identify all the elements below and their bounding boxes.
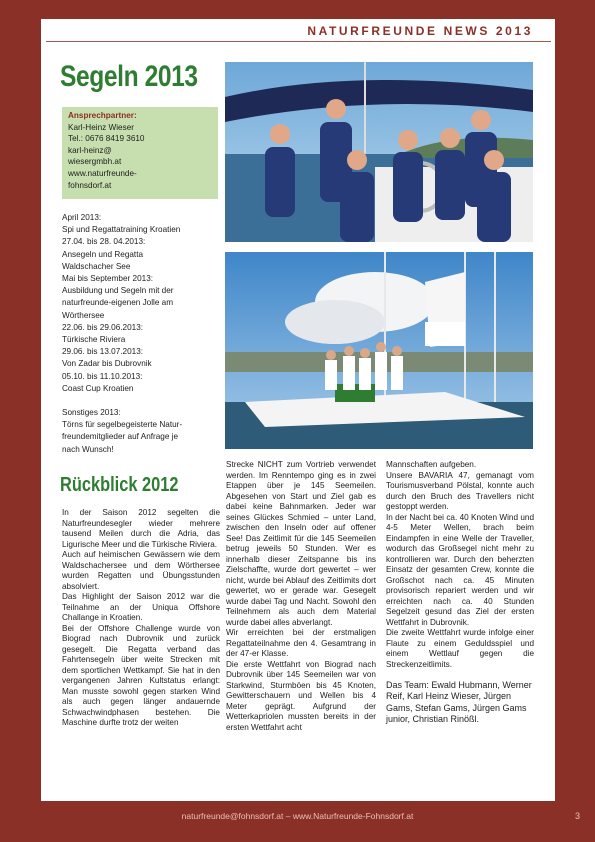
schedule-line: Coast Cup Kroatien: [62, 383, 134, 393]
magazine-header: NATURFREUNDE NEWS 2013: [307, 24, 533, 38]
other-line: Sonstiges 2013:: [62, 408, 121, 418]
schedule-line: Türkische Riviera: [62, 335, 126, 345]
crew-photo-graphic: [225, 62, 533, 242]
team-list: Das Team: Ewald Hubmann, Werner Reif, Karl Heinz Wieser, Jürgen Gams, Stefan Gams, Jürgen Gams junior, Christian Rinößl.: [386, 680, 532, 724]
harbour-photo-graphic: [225, 252, 533, 449]
paragraph: Strecke NICHT zum Vortrieb verwendet werden. Im Renntempo ging es in zwei Etappen über je 145 Seemeilen. Abgesehen von Start und Ziel gab es dabei keine Bahnmarken. Jeder war seines Glückes Schmied – unter Land, zwischen den Inseln oder auf offener See! Das Zeitlimit für die 145 Seemeilen betrug jeweils 50 Stunden. Wer es innerhalb dieser Zeitspanne bis ins Zielschaffte, wurde dort gewertet – wer nicht, wurde bei Ablauf des Zeitlimits dort gewertet, wo er gerade war. Gesegelt wurde dabei Tag und Nacht. Sowohl den Teilnehmern als auch dem Material wurde dabei alles abverlangt.: [226, 460, 376, 627]
paragraph: Mannschaften aufgeben.: [386, 460, 477, 469]
schedule-line: Waldschacher See: [62, 261, 131, 271]
article-title: Segeln 2013: [60, 60, 198, 93]
schedule-line: Von Zadar bis Dubrovnik: [62, 359, 152, 369]
paragraph: Bei der Offshore Challenge wurde von Biograd nach Dubrovnik und zurück gesegelt. Die Regatta verband das Fahrtensegeln über weite Strecken mit dem sportlichen Wettkampf. Sie hat in den vergangenen Jahren Kultstatus erlangt: Man musste sowohl gegen starken Wind als auch gegen länger andauernde Schwachwindphasen bestehen. Die Maschine durfte trotz der weiten: [62, 623, 220, 727]
footer-contact[interactable]: naturfreunde@fohnsdorf.at – www.Naturfreunde-Fohnsdorf.at: [181, 811, 414, 821]
schedule-line: naturfreunde-eigenen Jolle am: [62, 298, 174, 308]
paragraph: Auch auf heimischen Gewässern wie dem Waldschachersee und dem Wörthersee wurden Regatten und Übungsstunden absolviert.: [62, 550, 220, 591]
schedule-line: 29.06. bis 13.07.2013:: [62, 347, 144, 357]
paragraph: In der Saison 2012 segelten die Naturfreundesegler wieder mehrere tausend Meilen durch die Adria, das Ligurische Meer und die Türkische Riviera.: [62, 508, 220, 549]
schedule-line: Spi und Regattatraining Kroatien: [62, 225, 181, 235]
schedule-line: 27.04. bis 28. 04.2013:: [62, 237, 146, 247]
paragraph: In der Nacht bei ca. 40 Knoten Wind und 4-5 Meter Wellen, brach beim Eindampfen in eine Welle der Traveller, wodurch das Großsegel nicht mehr zu kontrollieren war. Durch den beherzten Einsatz der gesamten Crew, konnte die Großschot nach ca. 45 Minuten provisorisch repariert werden und wir erreichten nach ca. 40 Stunden Segelzeit gesund das Ziel der ersten Wettfahrt in Dubrovnik.: [386, 512, 534, 627]
contact-website[interactable]: fohnsdorf.at: [68, 180, 112, 190]
paragraph: Die erste Wettfahrt von Biograd nach Dubrovnik über 145 Seemeilen war von Starkwind, Sturmböen bis 45 Knoten, Gewitterschauern und Wellen bis 4 Meter geprägt. Aufgrund der Wetterkapriolen mussten bereits in der ersten Wettfahrt acht: [226, 659, 376, 732]
paragraph: Wir erreichten bei der erstmaligen Regattateilnahme den 4. Gesamtrang in der 47-er Klasse.: [226, 628, 376, 658]
schedule-list: [62, 212, 222, 456]
other-line: nach Wunsch!: [62, 444, 114, 454]
review-column-3: [386, 460, 534, 725]
other-line: freundemitglieder auf Anfrage je: [62, 432, 179, 442]
schedule-line: Wörthersee: [62, 310, 105, 320]
schedule-line: 22.06. bis 29.06.2013:: [62, 322, 144, 332]
review-title: Rückblick 2012: [60, 474, 179, 496]
contact-label: Ansprechpartner:: [68, 111, 137, 120]
schedule-line: 05.10. bis 11.10.2013:: [62, 371, 143, 381]
paragraph: Unsere BAVARIA 47, gemanagt vom Tourismusverband Pölstal, konnte auch durch den Bruch des Travellers nicht gestoppt werden.: [386, 470, 534, 511]
review-column-2: [226, 460, 376, 733]
paragraph: Das Highlight der Saison 2012 war die Teilnahme an der Uniqua Offshore Challange in Kroatien.: [62, 592, 220, 622]
contact-website[interactable]: www.naturfreunde-: [68, 168, 137, 178]
contact-email[interactable]: karl-heinz@: [68, 145, 112, 155]
harbour-photo: [225, 252, 533, 449]
contact-email[interactable]: wiesergmbh.at: [68, 157, 122, 167]
crew-photo: [225, 62, 533, 242]
schedule-line: Mai bis September 2013:: [62, 274, 154, 284]
contact-line: Karl-Heinz Wieser: [68, 122, 134, 132]
paragraph: Die zweite Wettfahrt wurde infolge einer Flaute zu einem Geduldsspiel und einem Wettlauf gegen die Streckenzeitlimits.: [386, 628, 534, 669]
contact-box: [62, 107, 218, 199]
schedule-line: April 2013:: [62, 213, 102, 222]
schedule-line: Ausbildung und Segeln mit der: [62, 286, 174, 296]
review-column-1: [62, 508, 220, 729]
page-number: 3: [575, 811, 581, 821]
contact-line: Tel.: 0676 8419 3610: [68, 134, 145, 144]
schedule-line: Ansegeln und Regatta: [62, 249, 144, 259]
other-line: Törns für segelbegeisterte Natur-: [62, 420, 183, 430]
